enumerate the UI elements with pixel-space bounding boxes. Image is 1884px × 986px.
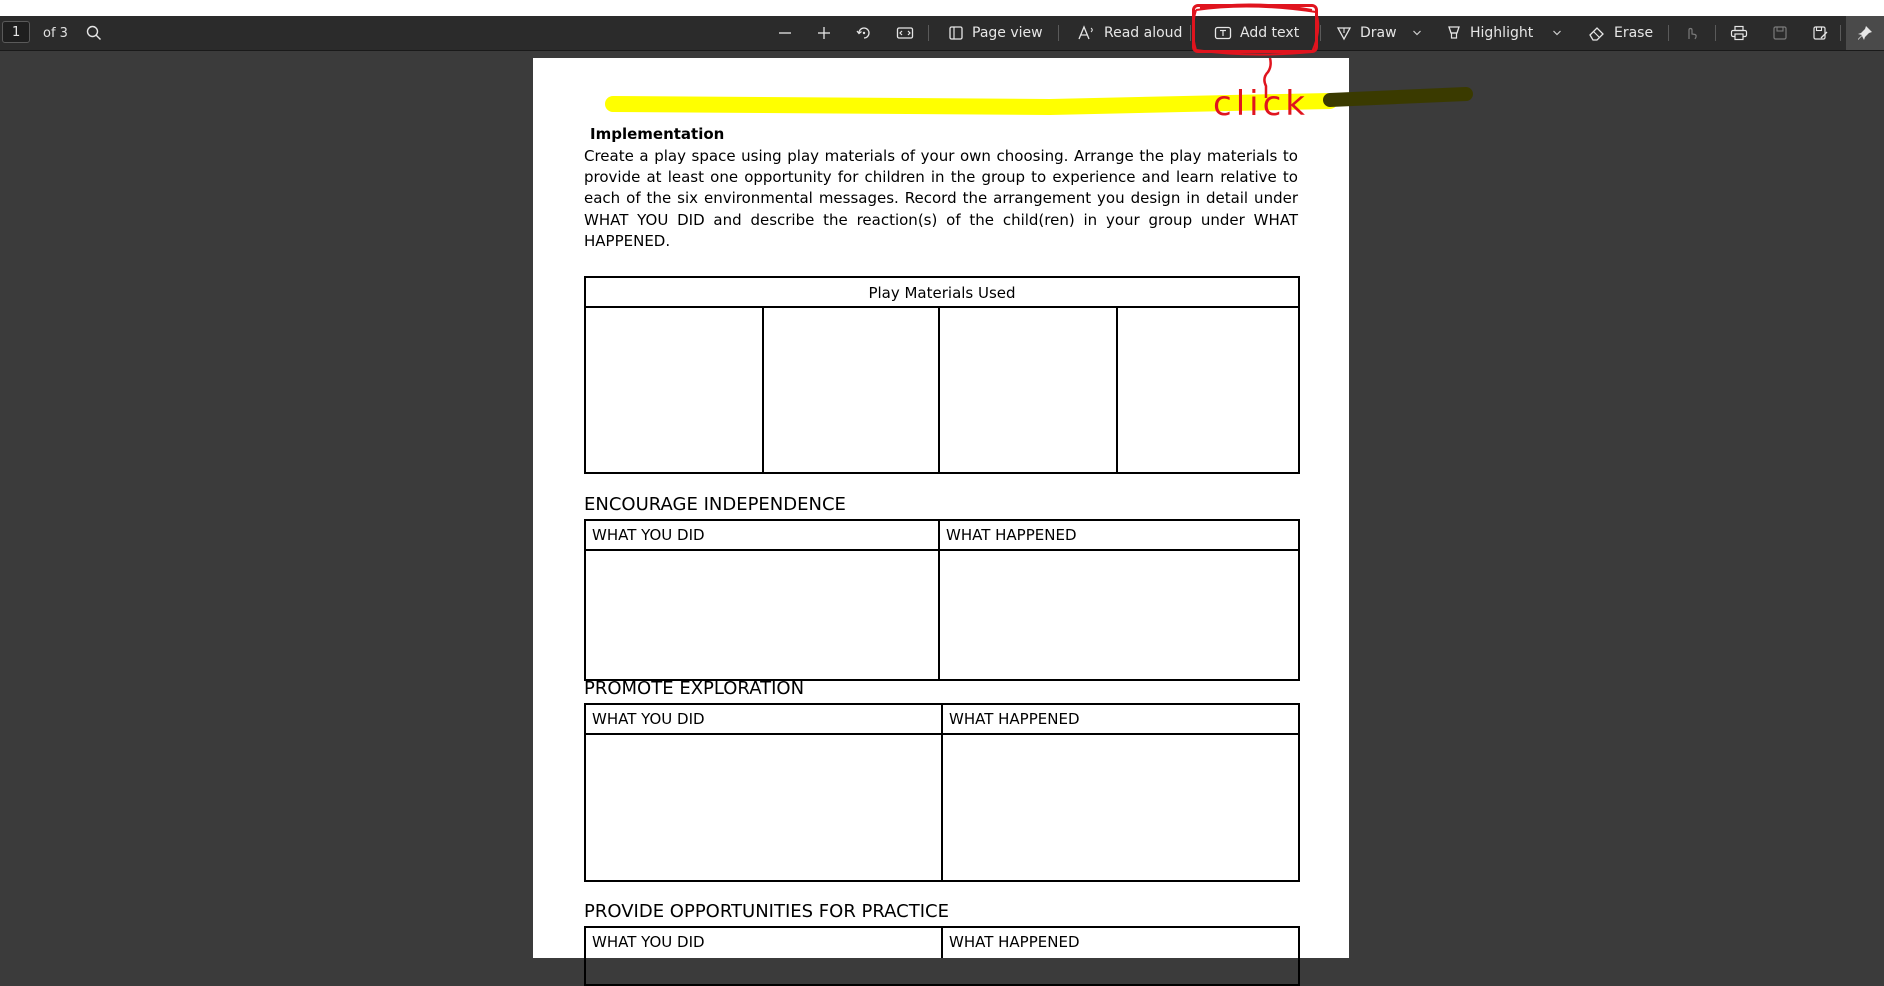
materials-table [584, 276, 1300, 474]
pdf-toolbar [0, 16, 1884, 51]
chevron-down-icon [1412, 29, 1422, 37]
table-cell [586, 308, 764, 472]
table-cell [940, 308, 1118, 472]
highlight-button[interactable] [1440, 16, 1539, 50]
annotation-note: click [1213, 84, 1309, 124]
draw-label: Draw [1360, 25, 1397, 41]
section-table [584, 703, 1300, 882]
section-table [584, 926, 1300, 986]
save-as-icon [1812, 25, 1828, 41]
highlighter-icon [1446, 25, 1462, 41]
section-table [584, 519, 1300, 681]
read-aloud-button[interactable] [1072, 16, 1188, 50]
toolbar-divider [1668, 25, 1669, 41]
zoom-in-button[interactable] [810, 16, 838, 50]
print-button[interactable] [1725, 16, 1753, 50]
save-button[interactable] [1766, 16, 1794, 50]
column-header: WHAT YOU DID [586, 521, 940, 551]
page-view-button[interactable] [942, 16, 1049, 50]
erase-label: Erase [1614, 25, 1654, 41]
printer-icon [1730, 25, 1748, 41]
minus-icon [777, 25, 793, 41]
erase-button[interactable] [1582, 16, 1659, 50]
touch-write-button[interactable] [1677, 16, 1705, 50]
table-cell [586, 551, 940, 679]
chevron-down-icon [1552, 29, 1562, 37]
page-view-icon [948, 25, 964, 41]
highlight-options-button[interactable] [1550, 16, 1564, 50]
section-title: ENCOURAGE INDEPENDENCE [584, 494, 846, 515]
column-header: WHAT HAPPENED [940, 521, 1298, 551]
pdf-page [533, 58, 1349, 958]
page-number-input[interactable]: 1 [2, 21, 30, 43]
pin-toolbar-button[interactable] [1846, 16, 1884, 50]
column-header: WHAT HAPPENED [943, 705, 1298, 735]
add-text-label: Add text [1240, 25, 1300, 41]
touch-icon [1683, 25, 1699, 41]
page-count: of 3 [43, 25, 68, 41]
window-top-strip [0, 0, 1884, 16]
table-cell [1118, 308, 1298, 472]
table-cell [586, 735, 943, 880]
column-header: WHAT YOU DID [586, 928, 943, 958]
column-header: WHAT HAPPENED [949, 933, 1080, 951]
fit-width-icon [896, 25, 914, 41]
fit-width-button[interactable] [891, 16, 919, 50]
section-title: PROVIDE OPPORTUNITIES FOR PRACTICE [584, 901, 949, 922]
red-highlight-box [1192, 4, 1318, 53]
toolbar-divider [1190, 25, 1191, 41]
document-viewer[interactable] [0, 51, 1884, 951]
instructions-paragraph: Create a play space using play materials of your own choosing. Arrange the play materials to provide at least one opportunity for children in the group to experience and learn relative to each of the six environmental messages. Record the arrangement you design in detail under WHAT YOU DID and describe the reaction(s) of the child(ren) in your group under WHAT HAPPENED. [584, 147, 1298, 250]
eraser-icon [1588, 25, 1606, 41]
search-icon [86, 25, 102, 41]
section-title: PROMOTE EXPLORATION [584, 678, 805, 699]
page-view-label: Page view [972, 25, 1043, 41]
materials-table-title: Play Materials Used [586, 278, 1298, 308]
toolbar-divider [1840, 25, 1841, 41]
column-header: WHAT YOU DID [586, 705, 943, 735]
highlight-label: Highlight [1470, 25, 1534, 41]
rotate-icon [856, 25, 872, 41]
pin-icon [1857, 25, 1873, 41]
rotate-button[interactable] [850, 16, 878, 50]
toolbar-divider [928, 25, 929, 41]
read-aloud-icon [1078, 25, 1096, 41]
draw-options-button[interactable] [1410, 16, 1424, 50]
toolbar-divider [1058, 25, 1059, 41]
save-icon [1772, 25, 1788, 41]
plus-icon [816, 25, 832, 41]
zoom-out-button[interactable] [771, 16, 799, 50]
section-heading: Implementation [590, 125, 725, 143]
draw-button[interactable] [1330, 16, 1403, 50]
read-aloud-label: Read aloud [1104, 25, 1183, 41]
toolbar-divider [1715, 25, 1716, 41]
search-button[interactable] [80, 16, 108, 50]
save-as-button[interactable] [1806, 16, 1834, 50]
table-cell [764, 308, 940, 472]
draw-icon [1336, 25, 1352, 41]
toolbar-divider [1320, 25, 1321, 41]
